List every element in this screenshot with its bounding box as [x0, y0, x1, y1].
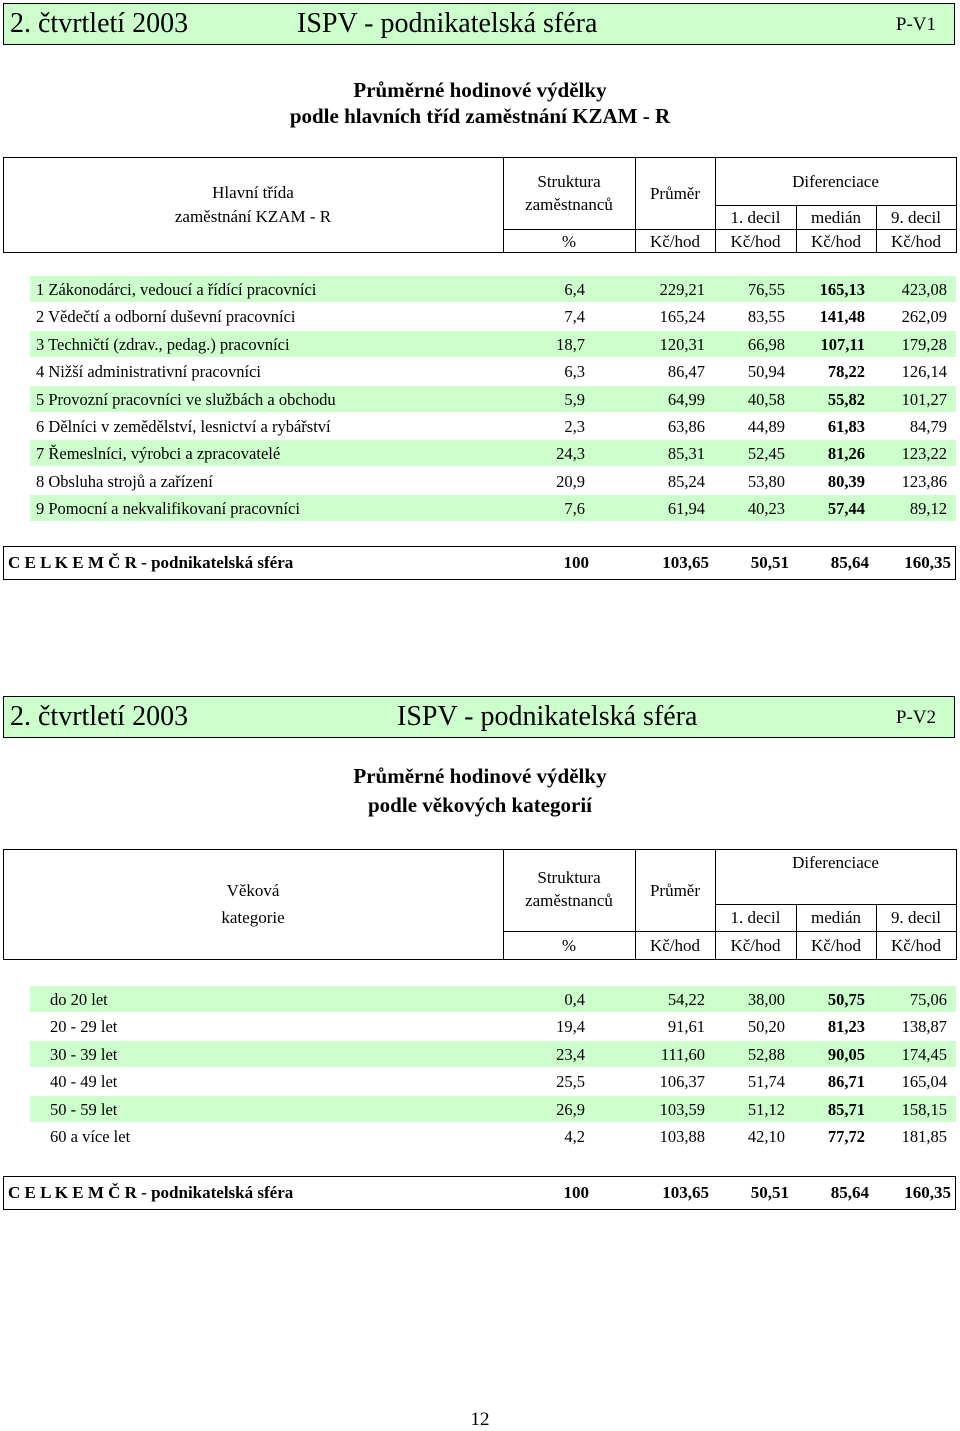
p2-table-row [30, 1013, 956, 1039]
p1-row-average: 85,31 [667, 444, 705, 464]
p1-row-decile1: 52,45 [747, 444, 785, 464]
p2-row-label: 50 - 59 let [50, 1099, 118, 1119]
p1-row-decile1: 40,23 [747, 499, 785, 519]
p1-row-structure: 6,4 [564, 280, 585, 299]
p1-row-average: 85,24 [667, 471, 705, 491]
section2-source: ISPV - podnikatelská sféra [397, 701, 698, 732]
p2-row-decile9: 75,06 [909, 990, 947, 1009]
section1-total-average: 103,65 [662, 553, 709, 572]
section1-median-label: medián [810, 208, 862, 227]
p1-row-label: 4 Nižší administrativní pracovníci [36, 362, 261, 382]
p1-row-average: 63,86 [667, 417, 705, 436]
p2-row-label: 60 a více let [50, 1127, 131, 1146]
section2-total-label: C E L K E M Č R - podnikatelská sféra [8, 1183, 294, 1202]
p1-row-label: 8 Obsluha strojů a zařízení [36, 471, 213, 491]
section2-title-line1: Průměrné hodinové výdělky [353, 764, 607, 788]
p2-row-decile1: 50,20 [747, 1017, 785, 1037]
p1-row-median: 57,44 [827, 499, 865, 519]
p1-table-row [30, 468, 956, 494]
p2-row-median: 77,72 [827, 1127, 865, 1146]
p1-table-row [30, 358, 956, 384]
p1-table-row [30, 440, 956, 466]
p1-row-median: 55,82 [827, 389, 865, 409]
p1-row-label: 3 Techničtí (zdrav., pedag.) pracovníci [36, 334, 290, 354]
p2-row-label: 20 - 29 let [50, 1017, 118, 1037]
section2-col1-label-a: Věková [226, 881, 280, 900]
section1-total-median: 85,64 [830, 553, 869, 572]
p1-row-label: 2 Vědečtí a odborní duševní pracovníci [36, 307, 296, 327]
p1-row-decile1: 44,89 [747, 417, 785, 436]
p1-row-median: 61,83 [827, 417, 865, 436]
p2-row-median: 90,05 [827, 1044, 865, 1064]
section2-total-row [3, 1176, 956, 1210]
section1-unit-pct: % [561, 232, 577, 251]
p2-row-median: 50,75 [827, 990, 865, 1009]
p1-row-structure: 7,4 [564, 307, 585, 327]
p2-row-decile9: 181,85 [901, 1127, 947, 1146]
p2-table-row [30, 1096, 956, 1122]
p1-table-row [30, 495, 956, 521]
p1-row-median: 80,39 [827, 471, 865, 491]
p1-row-median: 107,11 [820, 334, 865, 354]
p1-row-average: 120,31 [659, 334, 705, 354]
p1-row-decile1: 66,98 [747, 334, 785, 354]
p1-row-decile1: 40,58 [747, 389, 785, 409]
p1-row-structure: 5,9 [564, 389, 585, 409]
section2-structure-label-a: Struktura [537, 868, 601, 887]
p2-row-structure: 26,9 [556, 1099, 585, 1119]
p1-row-decile1: 53,80 [747, 471, 785, 491]
section2-unit-pct: % [561, 936, 577, 955]
section1-total-decile9: 160,35 [904, 553, 951, 572]
section2-structure-label-b: zaměstnanců [525, 891, 613, 910]
p1-table-row [30, 413, 956, 439]
p2-row-decile9: 174,45 [901, 1044, 947, 1064]
section1-unit-avg: Kč/hod [649, 232, 701, 251]
section1-total-label: C E L K E M Č R - podnikatelská sféra [8, 553, 294, 572]
p2-row-structure: 25,5 [556, 1072, 585, 1092]
p2-row-structure: 19,4 [556, 1017, 585, 1037]
p2-table-row [30, 1041, 956, 1067]
p1-row-decile9: 179,28 [901, 334, 947, 354]
section1-banner [3, 3, 955, 45]
p2-row-average: 54,22 [667, 990, 705, 1009]
section1-col1-label-a: Hlavní třída [212, 183, 294, 202]
p1-row-decile9: 123,22 [901, 444, 947, 464]
p1-row-label: 1 Zákonodárci, vedoucí a řídící pracovníci [36, 280, 317, 299]
section2-average-label: Průměr [649, 881, 701, 900]
p2-row-structure: 4,2 [564, 1127, 585, 1146]
p2-row-decile1: 51,12 [747, 1099, 785, 1119]
section1-average-label: Průměr [649, 184, 701, 203]
p1-table-row [30, 386, 956, 412]
section1-unit-median: Kč/hod [810, 232, 862, 251]
section1-total-row [3, 546, 956, 580]
section2-col1-label-b: kategorie [221, 908, 285, 927]
section2-banner [3, 696, 955, 738]
p1-row-decile9: 89,12 [909, 499, 947, 519]
section2-unit-d9: Kč/hod [890, 936, 942, 955]
section2-title-line2: podle věkových kategorií [368, 793, 592, 817]
p2-row-decile1: 42,10 [747, 1127, 785, 1146]
p2-row-decile1: 51,74 [747, 1072, 785, 1092]
p1-row-decile9: 101,27 [901, 389, 947, 409]
p2-row-structure: 23,4 [556, 1044, 585, 1064]
section1-structure-label-a: Struktura [537, 172, 601, 191]
p1-row-median: 81,26 [827, 444, 865, 464]
p2-row-decile9: 158,15 [901, 1099, 947, 1119]
section1-total-decile1: 50,51 [750, 553, 789, 572]
p1-table-row [30, 303, 956, 329]
section2-unit-d1: Kč/hod [730, 936, 781, 955]
p2-row-decile9: 138,87 [901, 1017, 947, 1037]
p2-row-label: 40 - 49 let [50, 1072, 118, 1092]
section2-unit-median: Kč/hod [810, 936, 862, 955]
p1-row-average: 229,21 [659, 280, 705, 299]
p1-row-decile9: 126,14 [901, 362, 947, 382]
section1-quarter: 2. čtvrtletí 2003 [10, 8, 189, 39]
p2-table-row [30, 986, 956, 1012]
p2-table-row [30, 1123, 956, 1149]
p1-row-structure: 7,6 [564, 499, 585, 519]
section2-total-decile1: 50,51 [750, 1183, 789, 1202]
p1-table-row [30, 331, 956, 357]
p1-row-label: 7 Řemeslníci, výrobci a zpracovatelé [36, 444, 281, 464]
p2-row-label: do 20 let [50, 990, 108, 1009]
section1-decile9-label: 9. decil [890, 208, 942, 227]
p1-row-label: 9 Pomocní a nekvalifikovaní pracovníci [36, 499, 300, 519]
p2-row-average: 91,61 [667, 1017, 705, 1037]
p2-row-median: 81,23 [827, 1017, 865, 1037]
p1-row-average: 86,47 [667, 362, 705, 382]
p1-table-row [30, 276, 956, 302]
p2-row-structure: 0,4 [564, 990, 585, 1009]
p1-row-median: 78,22 [827, 362, 865, 382]
section2-total-average: 103,65 [662, 1183, 709, 1202]
section1-decile1-label: 1. decil [730, 208, 781, 227]
p1-row-decile1: 83,55 [747, 307, 785, 327]
p2-row-decile1: 38,00 [747, 990, 785, 1009]
section1-title-line1: Průměrné hodinové výdělky [353, 78, 607, 102]
section2-decile9-label: 9. decil [890, 908, 942, 927]
p2-row-decile1: 52,88 [747, 1044, 785, 1064]
p2-row-average: 103,88 [659, 1127, 705, 1146]
p1-row-decile1: 76,55 [747, 280, 785, 299]
p2-row-average: 111,60 [660, 1044, 705, 1064]
p1-row-median: 165,13 [819, 280, 865, 299]
section2-total-decile9: 160,35 [904, 1183, 951, 1202]
section2-total-median: 85,64 [830, 1183, 869, 1202]
section1-total-structure: 100 [563, 553, 589, 572]
section1-structure-label-b: zaměstnanců [525, 195, 613, 214]
p2-row-average: 103,59 [659, 1099, 705, 1119]
page-number: 12 [470, 1409, 490, 1430]
p2-table-row [30, 1068, 956, 1094]
p1-row-average: 61,94 [667, 499, 705, 519]
p1-row-decile1: 50,94 [747, 362, 785, 382]
p1-row-average: 165,24 [659, 307, 705, 327]
section1-title-line2: podle hlavních tříd zaměstnání KZAM - R [289, 104, 671, 128]
p1-row-decile9: 423,08 [901, 280, 947, 299]
p2-row-label: 30 - 39 let [50, 1044, 118, 1064]
p1-row-decile9: 84,79 [909, 417, 947, 436]
p2-row-median: 85,71 [827, 1099, 865, 1119]
section1-unit-d9: Kč/hod [890, 232, 942, 251]
p1-row-structure: 6,3 [564, 362, 585, 382]
section1-source: ISPV - podnikatelská sféra [297, 8, 598, 39]
p1-row-structure: 18,7 [556, 334, 585, 354]
section2-differentiation-label: Diferenciace [792, 853, 879, 872]
p1-row-decile9: 262,09 [901, 307, 947, 327]
p1-row-average: 64,99 [667, 389, 705, 409]
p2-row-median: 86,71 [827, 1072, 865, 1092]
p1-row-structure: 24,3 [556, 444, 585, 464]
p1-row-structure: 20,9 [556, 471, 585, 491]
p1-row-median: 141,48 [819, 307, 865, 327]
section1-unit-d1: Kč/hod [730, 232, 781, 251]
section1-code: P-V1 [895, 14, 936, 35]
p1-row-label: 5 Provozní pracovníci ve službách a obchodu [36, 389, 336, 409]
section2-total-structure: 100 [563, 1183, 589, 1202]
p1-row-structure: 2,3 [564, 417, 585, 436]
section2-quarter: 2. čtvrtletí 2003 [10, 701, 189, 732]
p2-row-decile9: 165,04 [901, 1072, 947, 1092]
p1-row-label: 6 Dělníci v zemědělství, lesnictví a rybářství [36, 417, 331, 436]
section2-code: P-V2 [895, 707, 936, 728]
section2-median-label: medián [810, 908, 862, 927]
section1-differentiation-label: Diferenciace [792, 172, 879, 191]
p2-row-average: 106,37 [659, 1072, 705, 1092]
section1-col1-label-b: zaměstnání KZAM - R [174, 207, 332, 226]
section2-decile1-label: 1. decil [730, 908, 781, 927]
section2-unit-avg: Kč/hod [649, 936, 701, 955]
p1-row-decile9: 123,86 [901, 471, 947, 491]
